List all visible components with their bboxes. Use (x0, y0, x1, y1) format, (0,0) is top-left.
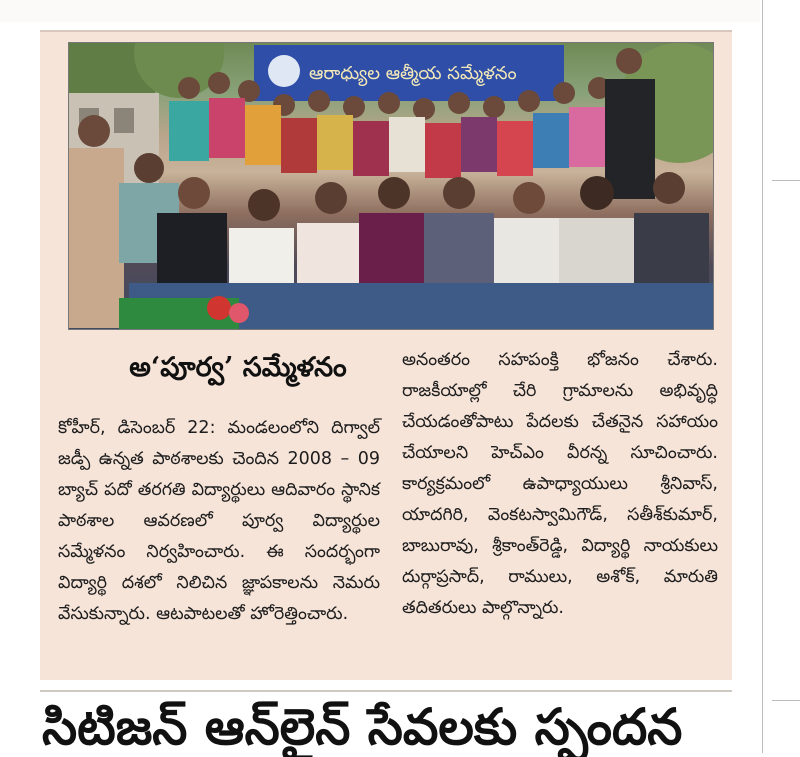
photo-scene (69, 43, 713, 329)
next-article-headline: సిటిజన్ ఆన్‌లైన్ సేవలకు స్పందన (42, 698, 683, 756)
section-divider (40, 690, 732, 692)
article-headline: అ‘పూర్వ’ సమ్మేళనం (129, 352, 347, 383)
adjacent-column-clipped (770, 0, 800, 753)
svg-text:ఆరాధ్యుల ఆత్మీయ సమ్మేళనం: ఆరాధ్యుల ఆత్మీయ సమ్మేళనం (309, 63, 517, 84)
group-photo (68, 42, 714, 330)
side-divider (772, 700, 800, 701)
top-clipped-text (0, 0, 760, 22)
side-divider (772, 180, 800, 181)
article-body-right: అనంతరం సహపంక్తి భోజనం చేశారు. రాజకీయాల్లో చేరి గ్రామాలను అభివృద్ధి చేయడంతోపాటు పేదలకు చేతనైన సహాయం చేయాలని హెచ్ఎం వీరన్న సూచించారు. కార్యక్రమంలో ఉపాధ్యాయులు శ్రీనివాస్, యాదగిరి, వెంకటస్వామిగౌడ్, సతీశ్‌కుమార్, బాబురావు, శ్రీకాంత్‌రెడ్డి, విద్యార్థి నాయకులు దుర్గాప్రసాద్, రాములు, అశోక్, మారుతి తదితరులు పాల్గొన్నారు. (402, 350, 718, 618)
column-separator (762, 0, 763, 753)
article-body-left: కోహీర్, డిసెంబర్ 22: మండలంలోని దిగ్వాల్ జడ్పీ ఉన్నత పాఠశాలకు చెందిన 2008 – 09 బ్యాచ్ పదో తరగతి విద్యార్థులు ఆదివారం స్థానిక పాఠశాల ఆవరణలో పూర్వ విద్యార్థుల సమ్మేళనం నిర్వహించారు. ఈ సందర్భంగా విద్యార్థి దశలో నిలిచిన జ్ఞాపకాలను నెమరు వేసుకున్నారు. ఆటపాటలతో హోరెత్తించారు. (58, 418, 380, 624)
